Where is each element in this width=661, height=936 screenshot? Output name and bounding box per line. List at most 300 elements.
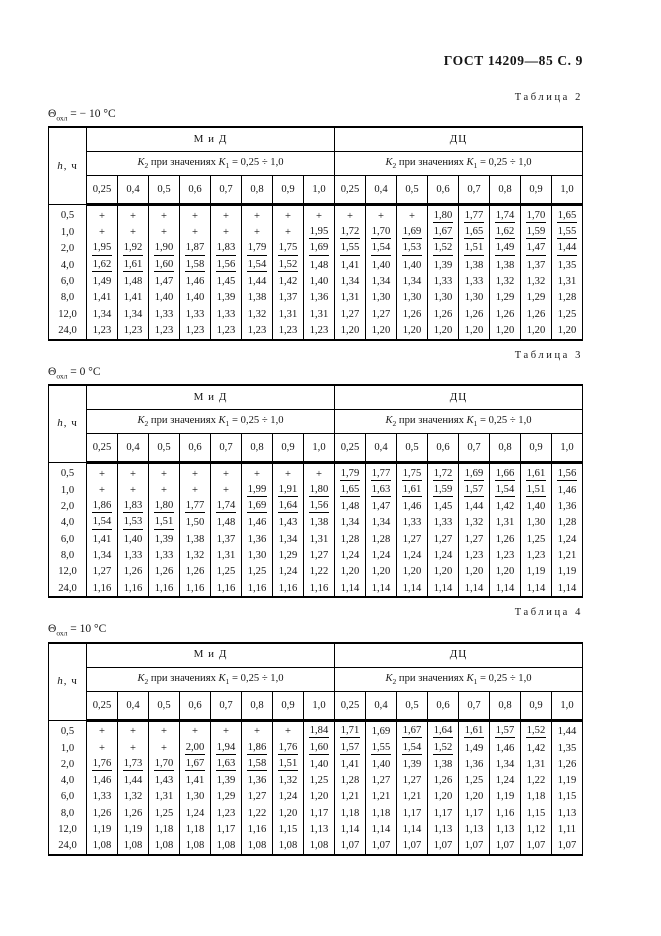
data-row <box>49 805 583 821</box>
value-cell: 1,17 <box>397 805 428 821</box>
underlined-value: 1,58 <box>185 259 206 272</box>
value-cell: 1,69 <box>366 720 397 740</box>
value-cell <box>521 482 552 498</box>
value-cell: 1,37 <box>273 290 304 306</box>
value-cell: 1,13 <box>490 821 521 837</box>
value-cell: + <box>180 482 211 498</box>
value-cell: 1,26 <box>149 564 180 580</box>
table-block-3 <box>48 350 583 599</box>
underlined-value: 1,64 <box>433 725 454 738</box>
col-header: 0,5 <box>397 691 428 720</box>
value-cell: 1,14 <box>521 580 552 597</box>
value-cell: 1,17 <box>211 821 242 837</box>
col-header: 0,4 <box>118 433 149 462</box>
row-label: 8,0 <box>49 290 87 306</box>
underlined-value: 1,69 <box>309 242 330 255</box>
value-cell: 1,43 <box>149 773 180 789</box>
group-header-mid: М и Д <box>87 127 335 152</box>
value-cell: 1,27 <box>335 306 366 322</box>
k2-values-header: $K_2$ при значениях $K_1 = 0,25 \div 1,0$ <box>335 152 583 176</box>
value-cell: 1,07 <box>428 838 459 855</box>
value-cell: 1,40 <box>304 756 335 772</box>
value-cell: 1,14 <box>397 580 428 597</box>
data-row <box>49 789 583 805</box>
row-label: 24,0 <box>49 580 87 597</box>
value-cell <box>521 462 552 482</box>
underlined-value: 1,60 <box>154 259 175 272</box>
value-cell: 1,26 <box>459 306 490 322</box>
value-cell: 1,23 <box>87 322 118 339</box>
value-cell: 1,27 <box>397 531 428 547</box>
value-cell <box>521 205 552 225</box>
value-cell: 1,28 <box>335 773 366 789</box>
row-label: 0,5 <box>49 720 87 740</box>
value-cell: 1,40 <box>118 531 149 547</box>
value-cell: + <box>211 482 242 498</box>
col-header: 0,6 <box>428 691 459 720</box>
underlined-value: 1,55 <box>340 242 361 255</box>
value-cell: 1,29 <box>211 789 242 805</box>
data-row <box>49 241 583 257</box>
value-cell: 1,31 <box>335 290 366 306</box>
value-cell <box>87 515 118 531</box>
value-cell: 1,26 <box>118 564 149 580</box>
value-cell: 1,14 <box>459 580 490 597</box>
header-row-groups <box>49 385 583 410</box>
value-cell: 1,25 <box>552 306 583 322</box>
value-cell <box>366 241 397 257</box>
value-cell: + <box>118 740 149 756</box>
col-header: 0,7 <box>211 176 242 205</box>
row-label: 2,0 <box>49 241 87 257</box>
underlined-value: 1,83 <box>216 242 237 255</box>
value-cell: 1,35 <box>552 257 583 273</box>
value-cell: 1,40 <box>149 290 180 306</box>
value-cell <box>552 225 583 241</box>
data-row <box>49 257 583 273</box>
value-cell: 1,28 <box>335 531 366 547</box>
value-cell: + <box>211 225 242 241</box>
data-row <box>49 756 583 772</box>
value-cell: + <box>180 462 211 482</box>
underlined-value: 1,69 <box>464 468 485 481</box>
value-cell: 1,24 <box>490 773 521 789</box>
theta-value: = 10 °С <box>67 623 107 636</box>
value-cell <box>335 462 366 482</box>
value-cell: 1,23 <box>273 322 304 339</box>
value-cell: 1,40 <box>180 290 211 306</box>
data-row <box>49 547 583 563</box>
table-caption: Таблица 4 <box>514 607 583 619</box>
theta-symbol: Θ <box>48 623 57 636</box>
underlined-value: 1,54 <box>495 484 516 497</box>
k-line-text: при значениях <box>148 157 219 169</box>
value-cell: 1,33 <box>180 306 211 322</box>
col-header: 1,0 <box>304 433 335 462</box>
value-cell: 1,22 <box>304 564 335 580</box>
col-header: 0,4 <box>118 691 149 720</box>
underlined-value: 1,70 <box>371 226 392 239</box>
underlined-value: 1,77 <box>371 468 392 481</box>
value-cell: + <box>149 482 180 498</box>
theta-label: $\Theta_{охл} = 10$ °С <box>48 623 107 638</box>
value-cell: 1,24 <box>180 805 211 821</box>
value-cell: 1,48 <box>304 257 335 273</box>
underlined-value: 1,59 <box>526 226 547 239</box>
col-header: 0,7 <box>459 433 490 462</box>
value-cell: 1,14 <box>428 580 459 597</box>
value-cell: 1,50 <box>180 515 211 531</box>
value-cell <box>180 756 211 772</box>
value-cell: 1,14 <box>490 580 521 597</box>
col-header: 0,9 <box>521 433 552 462</box>
k2-symbol: K <box>385 672 393 684</box>
value-cell: 1,23 <box>149 322 180 339</box>
col-header: 0,6 <box>180 176 211 205</box>
col-header: 0,8 <box>242 433 273 462</box>
underlined-value: 1,52 <box>433 742 454 755</box>
value-cell: 1,15 <box>552 789 583 805</box>
value-cell: 1,26 <box>397 306 428 322</box>
value-cell: 1,26 <box>490 531 521 547</box>
value-cell: 1,19 <box>552 773 583 789</box>
value-cell: 1,27 <box>242 789 273 805</box>
value-cell: 1,20 <box>428 322 459 339</box>
k2-symbol: K <box>385 157 393 169</box>
value-cell: 1,41 <box>118 290 149 306</box>
underlined-value: 1,79 <box>340 468 361 481</box>
value-cell: 1,26 <box>490 306 521 322</box>
value-cell: 1,23 <box>242 322 273 339</box>
value-cell: 1,37 <box>211 531 242 547</box>
underlined-value: 1,62 <box>92 259 113 272</box>
col-header: 0,8 <box>490 691 521 720</box>
value-cell: + <box>211 462 242 482</box>
value-cell <box>87 241 118 257</box>
col-header: 0,9 <box>273 691 304 720</box>
value-cell <box>428 205 459 225</box>
value-cell: 1,46 <box>552 482 583 498</box>
value-cell <box>335 225 366 241</box>
value-cell: + <box>118 462 149 482</box>
value-cell: 1,40 <box>366 257 397 273</box>
value-cell: 1,16 <box>87 580 118 597</box>
value-cell: 1,16 <box>149 580 180 597</box>
value-cell <box>552 241 583 257</box>
value-cell: + <box>211 205 242 225</box>
underlined-value: 1,62 <box>495 226 516 239</box>
data-row <box>49 720 583 740</box>
value-cell <box>552 205 583 225</box>
value-cell: 1,45 <box>428 499 459 515</box>
underlined-value: 1,54 <box>402 742 423 755</box>
underlined-value: 1,84 <box>309 725 330 738</box>
underlined-value: 1,65 <box>464 226 485 239</box>
value-cell: 1,22 <box>242 805 273 821</box>
k1-symbol: K <box>218 672 226 684</box>
value-cell <box>428 482 459 498</box>
underlined-value: 1,56 <box>309 500 330 513</box>
col-header: 0,9 <box>273 433 304 462</box>
value-cell: 1,25 <box>304 773 335 789</box>
value-cell: 1,41 <box>87 531 118 547</box>
header-row-k2 <box>49 409 583 433</box>
col-header: 0,8 <box>490 433 521 462</box>
value-cell: 1,32 <box>273 773 304 789</box>
value-cell: 1,20 <box>459 322 490 339</box>
col-header: 0,7 <box>459 691 490 720</box>
value-cell: + <box>397 205 428 225</box>
value-cell: 1,31 <box>521 756 552 772</box>
value-cell <box>397 241 428 257</box>
value-cell <box>304 740 335 756</box>
col-header: 0,7 <box>211 691 242 720</box>
value-cell: 1,13 <box>428 821 459 837</box>
underlined-value: 1,44 <box>557 242 578 255</box>
value-cell: 1,33 <box>87 789 118 805</box>
value-cell: 1,16 <box>242 821 273 837</box>
col-header: 0,25 <box>87 691 118 720</box>
underlined-value: 1,95 <box>309 226 330 239</box>
value-cell: + <box>87 740 118 756</box>
row-label: 1,0 <box>49 482 87 498</box>
value-cell: 1,38 <box>242 290 273 306</box>
k-line-text: при значениях <box>396 414 467 426</box>
value-cell: 1,48 <box>118 273 149 289</box>
value-cell: 1,18 <box>149 821 180 837</box>
col-header: 0,6 <box>180 433 211 462</box>
underlined-value: 1,70 <box>154 758 175 771</box>
row-label: 0,5 <box>49 462 87 482</box>
value-cell <box>87 756 118 772</box>
value-cell: 1,26 <box>428 773 459 789</box>
value-cell: 1,14 <box>335 821 366 837</box>
value-cell <box>366 482 397 498</box>
value-cell <box>428 720 459 740</box>
group-header-mid: М и Д <box>87 385 335 410</box>
value-cell: 1,24 <box>273 789 304 805</box>
data-row <box>49 740 583 756</box>
value-cell: 1,21 <box>366 789 397 805</box>
group-header-dts: ДЦ <box>335 127 583 152</box>
underlined-value: 1,67 <box>185 758 206 771</box>
value-cell: 1,20 <box>428 789 459 805</box>
underlined-value: 1,75 <box>278 242 299 255</box>
value-cell <box>428 740 459 756</box>
underlined-value: 1,79 <box>247 242 268 255</box>
value-cell <box>397 740 428 756</box>
data-row <box>49 306 583 322</box>
value-cell <box>273 756 304 772</box>
value-cell: 1,18 <box>366 805 397 821</box>
h-unit: , ч <box>63 417 78 430</box>
value-cell: 1,29 <box>273 547 304 563</box>
underlined-value: 1,56 <box>557 468 578 481</box>
k2-symbol: K <box>137 414 145 426</box>
value-cell: 1,17 <box>304 805 335 821</box>
value-cell <box>366 462 397 482</box>
value-cell <box>118 756 149 772</box>
row-label: 24,0 <box>49 838 87 855</box>
value-cell: 1,29 <box>490 290 521 306</box>
value-cell: 1,33 <box>149 547 180 563</box>
value-cell: 1,30 <box>521 515 552 531</box>
value-cell <box>273 257 304 273</box>
value-cell: 1,38 <box>180 531 211 547</box>
col-header: 0,4 <box>366 433 397 462</box>
row-label: 1,0 <box>49 225 87 241</box>
value-cell: 1,48 <box>335 499 366 515</box>
value-cell: + <box>242 205 273 225</box>
underlined-value: 2,00 <box>185 742 206 755</box>
data-row <box>49 515 583 531</box>
value-cell: 1,08 <box>242 838 273 855</box>
group-header-mid: М и Д <box>87 643 335 668</box>
underlined-value: 1,54 <box>247 259 268 272</box>
value-cell: 1,30 <box>459 290 490 306</box>
value-cell <box>273 499 304 515</box>
value-cell: 1,20 <box>397 322 428 339</box>
underlined-value: 1,80 <box>433 210 454 223</box>
underlined-value: 1,55 <box>371 742 392 755</box>
underlined-value: 1,72 <box>433 468 454 481</box>
value-cell: 1,24 <box>366 547 397 563</box>
value-cell <box>242 499 273 515</box>
value-cell <box>87 499 118 515</box>
value-cell: 1,32 <box>180 547 211 563</box>
value-cell: 1,38 <box>459 257 490 273</box>
underlined-value: 1,72 <box>340 226 361 239</box>
value-cell <box>180 257 211 273</box>
value-cell: 1,31 <box>149 789 180 805</box>
value-cell: 1,20 <box>304 789 335 805</box>
underlined-value: 1,94 <box>216 742 237 755</box>
value-cell: 1,15 <box>273 821 304 837</box>
value-cell: 1,16 <box>242 580 273 597</box>
value-cell <box>428 225 459 241</box>
value-cell: 1,19 <box>552 564 583 580</box>
value-cell: + <box>87 720 118 740</box>
col-header: 0,25 <box>335 691 366 720</box>
value-cell: 1,13 <box>304 821 335 837</box>
underlined-value: 1,86 <box>247 742 268 755</box>
col-header: 0,4 <box>366 691 397 720</box>
table-block-4 <box>48 607 583 856</box>
value-cell <box>459 241 490 257</box>
value-cell: 1,37 <box>521 257 552 273</box>
value-cell: 1,32 <box>459 515 490 531</box>
header-row-k1-values <box>49 691 583 720</box>
value-cell: 1,20 <box>428 564 459 580</box>
value-cell: 1,08 <box>149 838 180 855</box>
row-label: 12,0 <box>49 306 87 322</box>
value-cell: 1,16 <box>180 580 211 597</box>
col-header: 0,8 <box>490 176 521 205</box>
row-label-header <box>49 127 87 205</box>
underlined-value: 1,64 <box>278 500 299 513</box>
value-cell: 1,34 <box>335 515 366 531</box>
value-cell: 1,16 <box>118 580 149 597</box>
k2-values-header: $K_2$ при значениях $K_1 = 0,25 \div 1,0$ <box>335 667 583 691</box>
row-label: 4,0 <box>49 515 87 531</box>
value-cell: 1,20 <box>366 322 397 339</box>
value-cell <box>304 720 335 740</box>
k-line-range: = 0,25 ÷ 1,0 <box>229 672 284 684</box>
value-cell: 1,18 <box>335 805 366 821</box>
underlined-value: 1,54 <box>92 516 113 529</box>
table-block-2 <box>48 92 583 341</box>
underlined-value: 1,57 <box>495 725 516 738</box>
value-cell: 1,27 <box>397 773 428 789</box>
value-cell: 1,16 <box>273 580 304 597</box>
value-cell: + <box>149 740 180 756</box>
col-header: 0,8 <box>242 691 273 720</box>
value-cell: 1,46 <box>490 740 521 756</box>
value-cell: 1,46 <box>242 515 273 531</box>
underlined-value: 1,61 <box>464 725 485 738</box>
value-cell: 1,34 <box>397 273 428 289</box>
row-label: 6,0 <box>49 531 87 547</box>
value-cell: 1,47 <box>149 273 180 289</box>
underlined-value: 1,61 <box>123 259 144 272</box>
row-label: 24,0 <box>49 322 87 339</box>
value-cell: 1,33 <box>211 306 242 322</box>
underlined-value: 1,92 <box>123 242 144 255</box>
value-cell <box>149 756 180 772</box>
value-cell: 1,16 <box>211 580 242 597</box>
value-cell: 1,24 <box>428 547 459 563</box>
value-cell: 1,40 <box>397 257 428 273</box>
data-row <box>49 482 583 498</box>
underlined-value: 1,70 <box>526 210 547 223</box>
value-cell: + <box>304 462 335 482</box>
value-cell: + <box>118 720 149 740</box>
value-cell: 1,07 <box>459 838 490 855</box>
value-cell: 1,23 <box>180 322 211 339</box>
row-label: 2,0 <box>49 499 87 515</box>
data-row <box>49 773 583 789</box>
header-row-groups <box>49 643 583 668</box>
underlined-value: 1,66 <box>495 468 516 481</box>
value-cell: 1,38 <box>490 257 521 273</box>
underlined-value: 1,53 <box>402 242 423 255</box>
value-cell: 1,33 <box>428 273 459 289</box>
row-label-header <box>49 385 87 463</box>
value-cell: 1,34 <box>366 273 397 289</box>
underlined-value: 1,71 <box>340 725 361 738</box>
value-cell: 1,17 <box>459 805 490 821</box>
k-line-text: при значениях <box>396 157 467 169</box>
value-cell <box>118 499 149 515</box>
col-header: 0,25 <box>335 433 366 462</box>
value-cell <box>304 241 335 257</box>
value-cell: 1,25 <box>211 564 242 580</box>
value-cell: 1,31 <box>490 515 521 531</box>
value-cell: 1,44 <box>118 773 149 789</box>
underlined-value: 1,58 <box>247 758 268 771</box>
value-cell: + <box>211 720 242 740</box>
underlined-value: 1,77 <box>464 210 485 223</box>
value-cell: 1,20 <box>490 564 521 580</box>
value-cell <box>211 241 242 257</box>
col-header: 1,0 <box>304 691 335 720</box>
value-cell: 1,19 <box>118 821 149 837</box>
col-header: 0,5 <box>149 433 180 462</box>
k-line-range: = 0,25 ÷ 1,0 <box>477 414 532 426</box>
col-header: 0,5 <box>149 176 180 205</box>
value-cell <box>335 720 366 740</box>
value-cell: 1,23 <box>211 322 242 339</box>
